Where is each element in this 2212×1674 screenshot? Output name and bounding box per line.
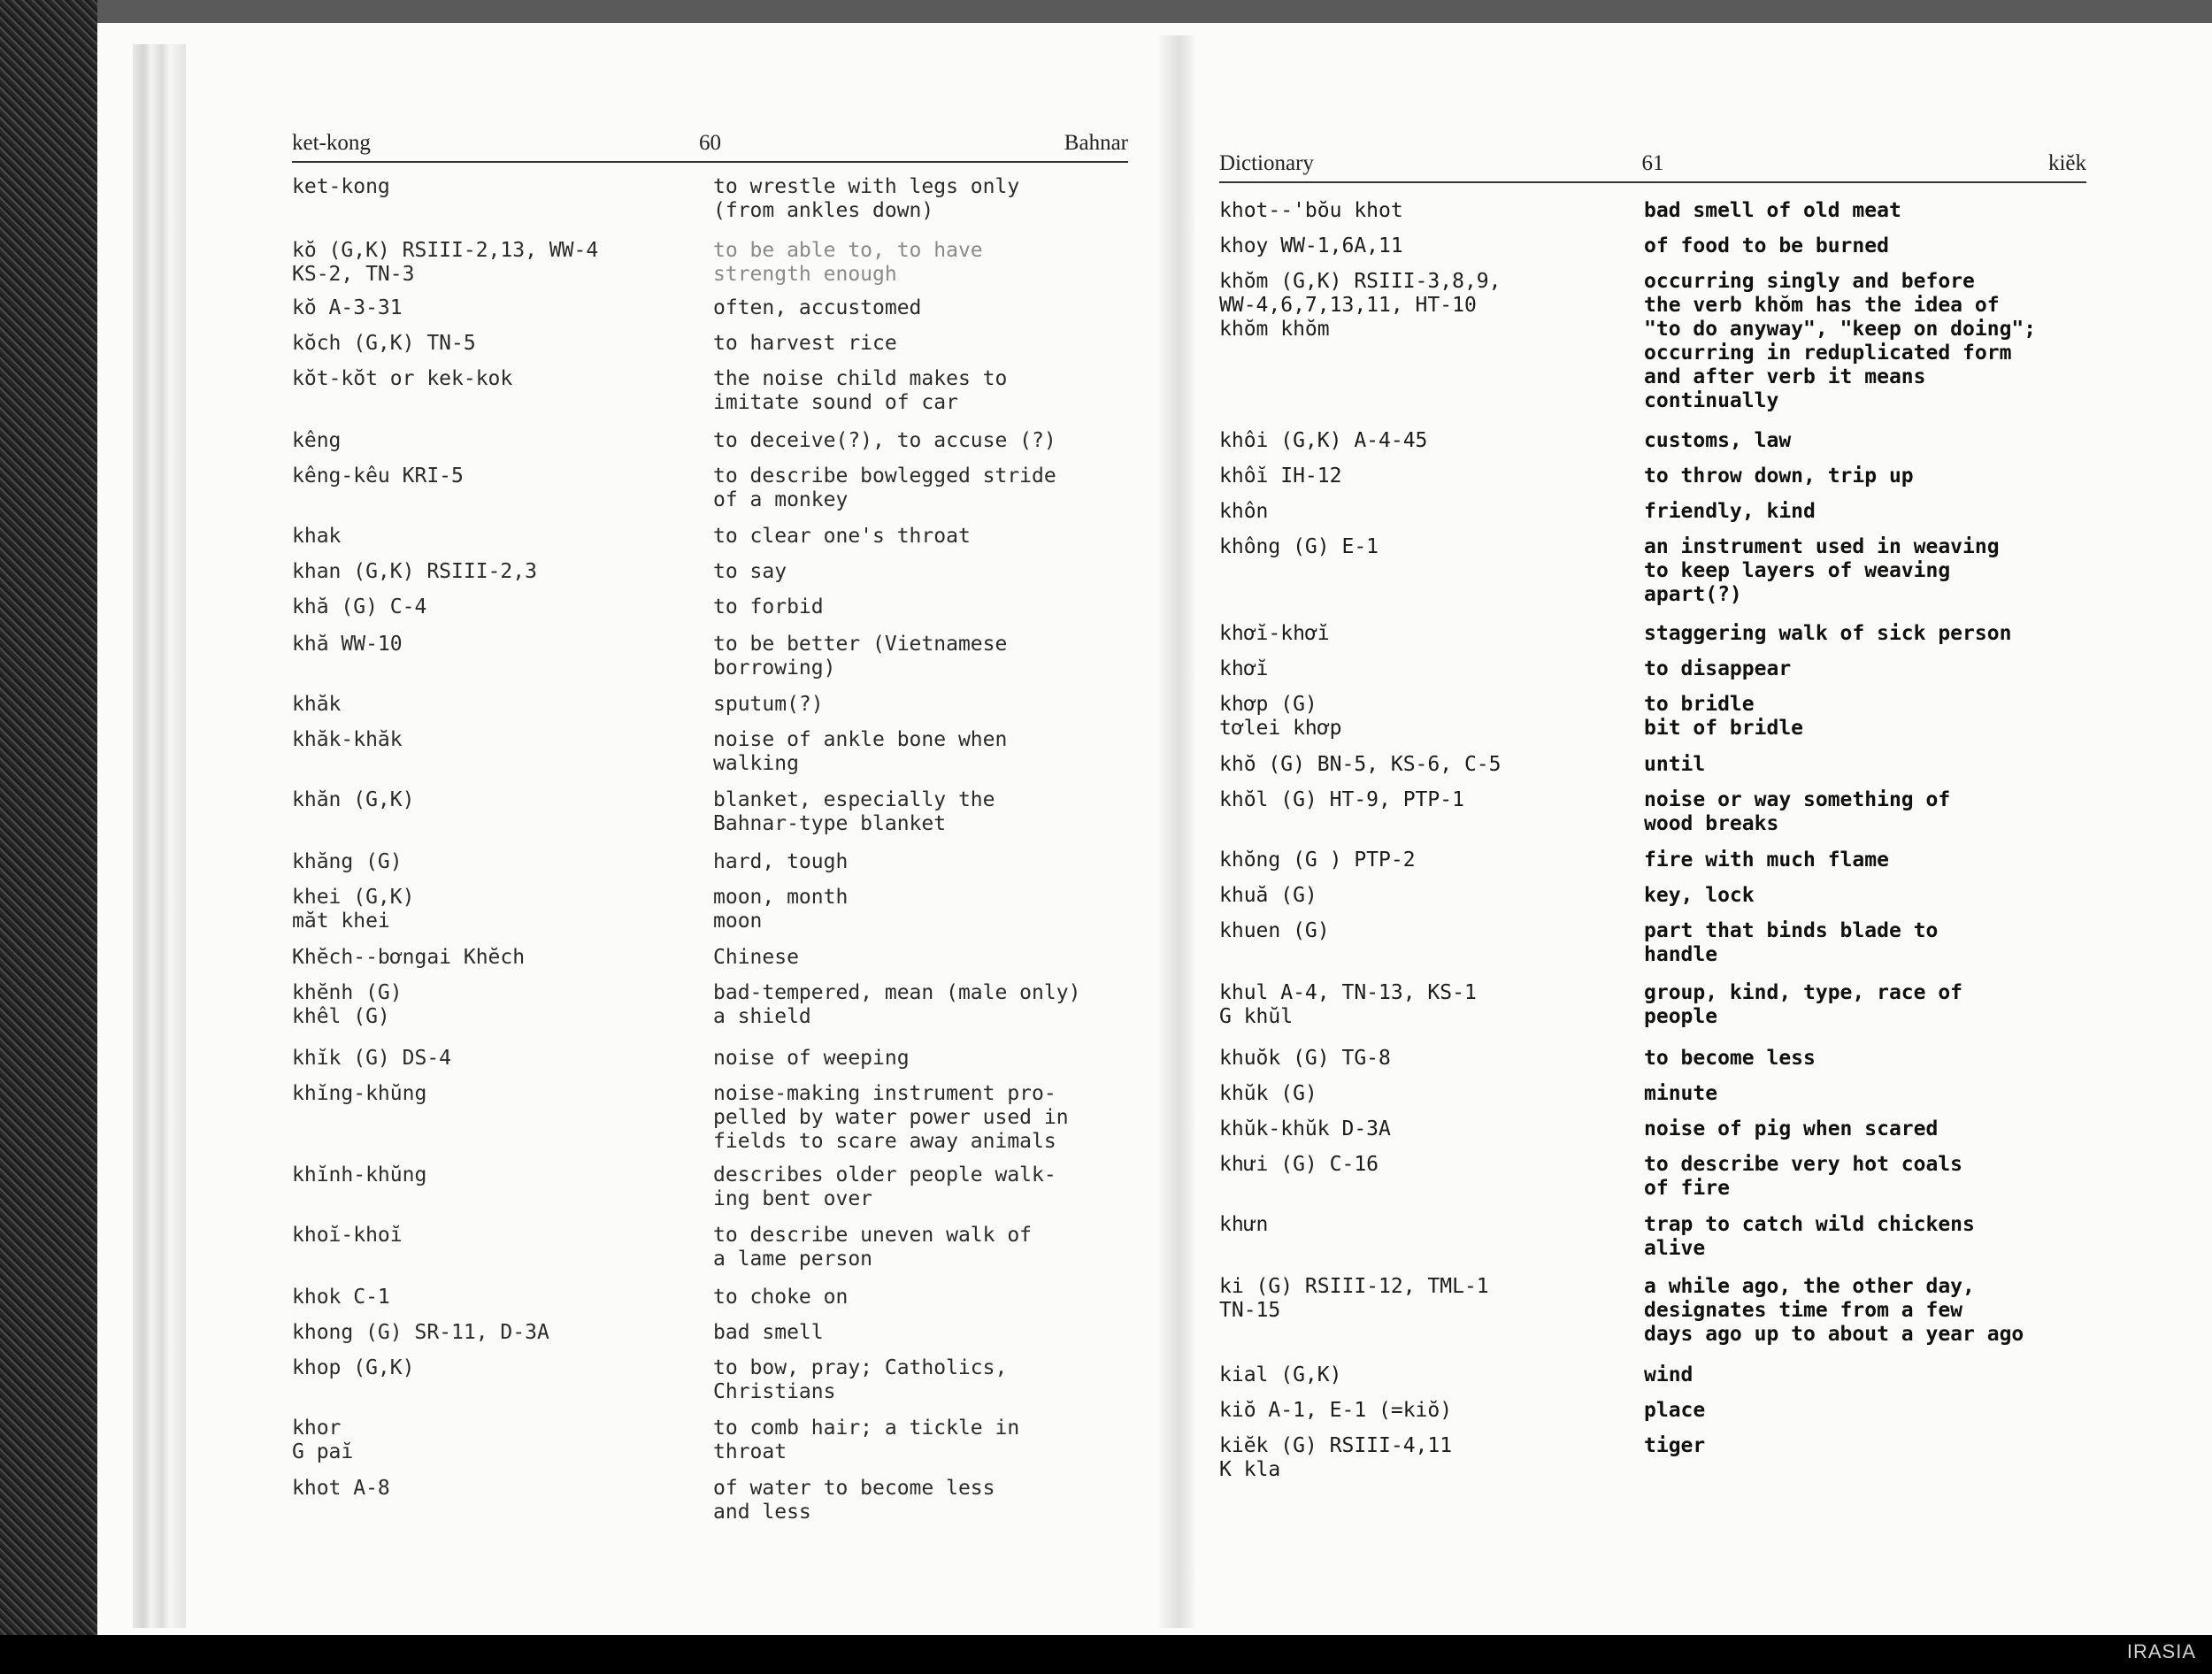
entry-headword: khĭnh-khŭng [292,1163,427,1186]
entry-headword: khôn [1219,500,1269,523]
entry-definition: to wrestle with legs only (from ankles down) [713,175,1020,222]
entry-definition: to bow, pray; Catholics, Christians [713,1356,1008,1403]
entry-headword: khuă (G) [1219,884,1317,907]
entry-headword: khưi (G) C-16 [1219,1153,1379,1176]
entry-headword: ket-kong [292,175,390,198]
entry-headword: kŏch (G,K) TN-5 [292,332,476,355]
entry-headword: khăng (G) [292,850,403,873]
entry-headword: khôĭ IH-12 [1219,465,1342,488]
left-page-number: 60 [699,131,721,155]
entry-definition: noise or way something of wood breaks [1644,788,1951,835]
entry-headword: khĭng-khŭng [292,1082,427,1105]
entry-headword: khŭk-khŭk D-3A [1219,1117,1391,1140]
entry-headword: khot--'bŏu khot [1219,199,1403,222]
entry-headword: khan (G,K) RSIII-2,3 [292,560,537,583]
entry-definition: of water to become less and less [713,1477,995,1524]
right-head-title: Dictionary [1219,151,1314,175]
entry-headword: khul A-4, TN-13, KS-1 G khŭl [1219,981,1477,1028]
entry-definition: bad smell of old meat [1644,199,1901,222]
right-page [1219,0,2086,1593]
right-page-number: 61 [1641,151,1664,175]
entry-definition: wind [1644,1363,1694,1386]
entry-headword: không (G) E-1 [1219,535,1379,558]
entry-definition: friendly, kind [1644,500,1816,523]
entry-definition: to be able to, to have strength enough [713,239,983,286]
entry-headword: khŏng (G ) PTP-2 [1219,849,1416,872]
entry-definition: moon, month moon [713,886,849,933]
scan-bottom-bar [0,1635,2212,1674]
entry-headword: khăk [292,693,342,716]
entry-definition: bad-tempered, mean (male only) a shield [713,981,1081,1028]
watermark: IRASIA [2126,1640,2196,1662]
entry-definition: to describe uneven walk of a lame person [713,1224,1033,1271]
entry-definition: minute [1644,1082,1718,1105]
entry-definition: to harvest rice [713,332,897,355]
entry-definition: noise of pig when scared [1644,1117,1939,1140]
entry-definition: to throw down, trip up [1644,465,1914,488]
entry-definition: to bridle bit of bridle [1644,693,1804,740]
entry-headword: ki (G) RSIII-12, TML-1 TN-15 [1219,1275,1489,1322]
entry-definition: hard, tough [713,850,849,873]
entry-definition: bad smell [713,1321,824,1344]
entry-definition: to disappear [1644,657,1792,680]
right-running-head [1219,146,2086,183]
entry-headword: khơp (G) tơlei khơp [1219,693,1342,740]
entry-definition: to deceive(?), to accuse (?) [713,429,1056,452]
entry-headword: khŏl (G) HT-9, PTP-1 [1219,788,1464,811]
entry-definition: the noise child makes to imitate sound of car [713,367,1008,414]
entry-definition: often, accustomed [713,296,922,319]
left-head-title: Bahnar [1064,131,1128,155]
entry-definition: place [1644,1399,1706,1422]
entry-definition: staggering walk of sick person [1644,622,2012,645]
entry-definition: blanket, especially the Bahnar-type blanket [713,788,995,835]
entry-headword: khŏ (G) BN-5, KS-6, C-5 [1219,753,1502,776]
entry-headword: khă WW-10 [292,633,403,656]
entry-headword: khok C-1 [292,1286,390,1309]
entry-headword: khơĭ [1219,657,1269,680]
entry-definition: to describe bowlegged stride of a monkey [713,465,1056,511]
entry-definition: key, lock [1644,884,1755,907]
entry-definition: a while ago, the other day, designates time from a few days ago up to about a year ago [1644,1275,2024,1346]
entry-headword: kŏ A-3-31 [292,296,403,319]
entry-definition: customs, law [1644,429,1792,452]
entry-headword: khor G paĭ [292,1417,354,1463]
entry-definition: until [1644,753,1706,776]
entry-headword: khop (G,K) [292,1356,415,1379]
entry-headword: khăn (G,K) [292,788,415,811]
entry-definition: of food to be burned [1644,234,1889,257]
entry-definition: to say [713,560,787,583]
entry-definition: to choke on [713,1286,849,1309]
entry-definition: describes older people walk- ing bent over [713,1163,1056,1210]
entry-definition: fire with much flame [1644,849,1889,872]
entry-definition: to comb hair; a tickle in throat [713,1417,1020,1463]
entry-definition: occurring singly and before the verb khŏm has the idea of "to do anyway", "keep on doing"; occurring in reduplicated form and after verb it means continually [1644,270,2037,412]
entry-headword: khĕnh (G) khêl (G) [292,981,403,1028]
entry-headword: khăk-khăk [292,728,403,751]
book-gutter [1159,35,1194,1628]
entry-definition: an instrument used in weaving to keep layers of weaving apart(?) [1644,535,2000,606]
entry-headword: Khĕch--bơngai Khĕch [292,946,526,969]
entry-definition: to clear one's throat [713,525,971,548]
entry-definition: noise of ankle bone when walking [713,728,1008,775]
entry-headword: khuen (G) [1219,919,1330,942]
left-head-guideword: ket-kong [292,131,371,155]
entry-headword: khak [292,525,342,548]
page-stack-edge [133,44,186,1628]
entry-definition: Chinese [713,946,799,969]
entry-definition: trap to catch wild chickens alive [1644,1213,1975,1260]
right-head-guideword: kiĕk [2047,151,2086,175]
entry-headword: khong (G) SR-11, D-3A [292,1321,549,1344]
entry-definition: to forbid [713,595,824,618]
entry-headword: khă (G) C-4 [292,595,427,618]
entry-headword: khĭk (G) DS-4 [292,1047,452,1070]
entry-definition: to become less [1644,1047,1816,1070]
entry-headword: kial (G,K) [1219,1363,1342,1386]
entry-definition: tiger [1644,1434,1706,1457]
entry-definition: sputum(?) [713,693,824,716]
entry-headword: khot A-8 [292,1477,390,1500]
entry-definition: noise-making instrument pro- pelled by water power used in fields to scare away animals [713,1082,1069,1153]
entry-headword: kiĕk (G) RSIII-4,11 K kla [1219,1434,1453,1481]
entry-headword: kiŏ A-1, E-1 (=kiŏ) [1219,1399,1453,1422]
entry-headword: khưn [1219,1213,1269,1236]
entry-headword: khôi (G,K) A-4-45 [1219,429,1428,452]
entry-headword: kêng-kêu KRI-5 [292,465,464,488]
entry-headword: khŏm (G,K) RSIII-3,8,9, WW-4,6,7,13,11, HT-10 khŏm khŏm [1219,270,1502,341]
entry-headword: kêng [292,429,342,452]
entry-headword: khoy WW-1,6A,11 [1219,234,1403,257]
entry-definition: to describe very hot coals of fire [1644,1153,1963,1200]
entry-definition: noise of weeping [713,1047,910,1070]
entry-definition: group, kind, type, race of people [1644,981,1963,1028]
entry-definition: part that binds blade to handle [1644,919,1939,966]
entry-headword: khuŏk (G) TG-8 [1219,1047,1391,1070]
entry-headword: kŏ (G,K) RSIII-2,13, WW-4 KS-2, TN-3 [292,239,599,286]
entry-headword: khoĭ-khoĭ [292,1224,403,1247]
left-running-head [292,126,1128,163]
entry-headword: khơĭ-khơĭ [1219,622,1330,645]
entry-headword: kŏt-kŏt or kek-kok [292,367,513,390]
entry-headword: khŭk (G) [1219,1082,1317,1105]
entry-headword: khei (G,K) măt khei [292,886,415,933]
left-page [292,0,1128,1593]
entry-definition: to be better (Vietnamese borrowing) [713,633,1008,680]
